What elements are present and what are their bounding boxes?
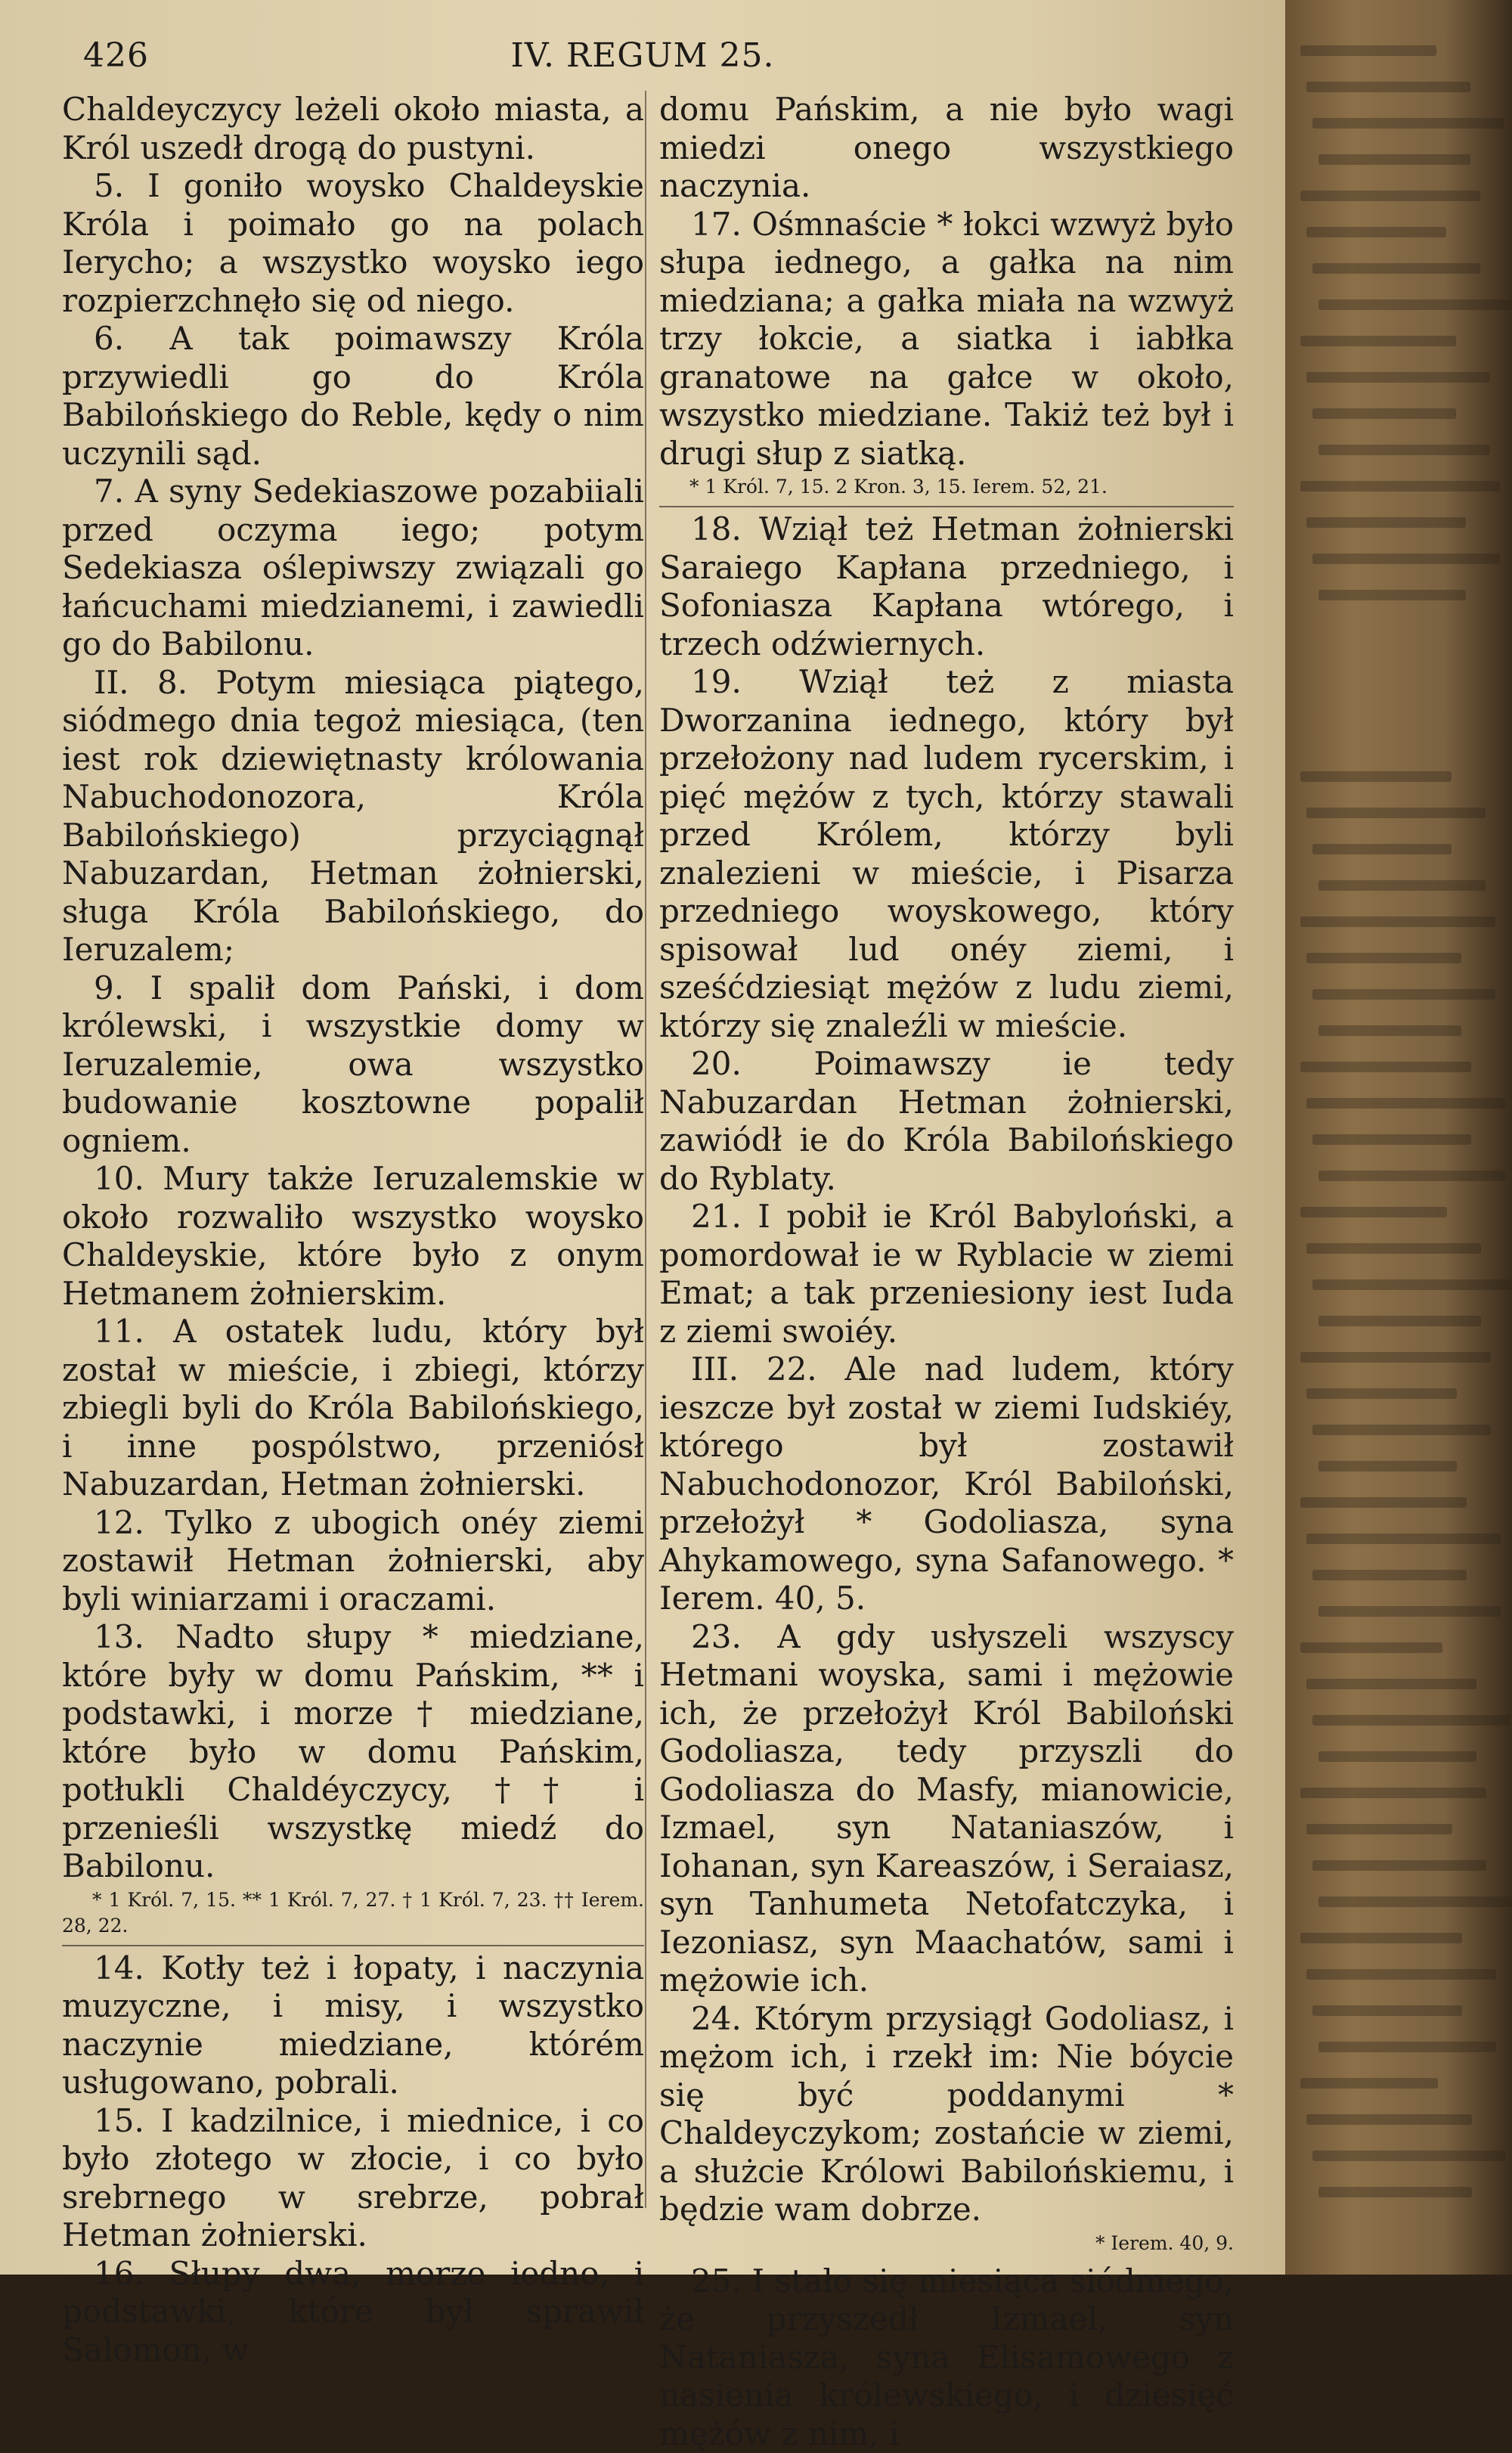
blurred-text-line (1306, 517, 1466, 528)
blurred-text-line (1318, 590, 1466, 600)
footnote-rule (659, 506, 1234, 507)
blurred-text-line (1300, 771, 1452, 782)
verse-continuation: domu Pańskim, a nie było wagi miedzi onego wszystkiego naczynia. (659, 91, 1234, 206)
blurred-text-line (1318, 299, 1512, 310)
blurred-text-line (1312, 1715, 1510, 1726)
adjacent-page-edge (1285, 0, 1512, 2275)
blurred-text-line (1300, 191, 1480, 201)
blurred-text-line (1318, 1171, 1505, 1181)
blurred-text-line (1312, 1425, 1491, 1435)
verse: 14. Kotły też i łopaty, i naczynia muzyczne, i misy, i wszystko naczynie miedziane, którém usługowano, pobrali. (62, 1949, 644, 2102)
blurred-text-line (1300, 481, 1500, 492)
blurred-text-line (1306, 372, 1490, 383)
verse: 11. A ostatek ludu, który był został w mieście, i zbiegi, którzy zbiegli byli do Króla Babilońskiego, i inne pospólstwo, przeniósł Nabuzardan, Hetman żołnierski. (62, 1313, 644, 1504)
verse: 25. I stało się miesiąca siódmego, że przyszedł Izmael, syn Nataniasza, syna Elisamowego z nasienia królewskiego, i dziesięć mężów z nim, i (659, 2262, 1234, 2453)
verse: 16. Słupy dwa, morze iedno, i podstawki, które był sprawił Salomon, w (62, 2255, 644, 2370)
verse: III. 22. Ale nad ludem, który ieszcze był został w ziemi Iudskiéy, którego był zostawił Nabuchodonozor, Król Babiloński, przełożył * Godoliasza, syna Ahykamowego, syna Safanowego. * Ierem. 40, 5. (659, 1351, 1234, 1618)
blurred-text-line (1312, 118, 1504, 129)
verse: 13. Nadto słupy * miedziane, które były w domu Pańskim, ** i podstawki, i morze † miedziane, które było w domu Pańskim, potłukli Chaldéyczycy, †† i przenieśli wszystkę miedź do Babilonu. (62, 1618, 644, 1886)
verse: 20. Poimawszy ie tedy Nabuzardan Hetman żołnierski, zawiódł ie do Króla Babilońskiego do Ryblaty. (659, 1045, 1234, 1198)
blurred-text-line (1300, 1497, 1467, 1508)
blurred-text-line (1312, 844, 1452, 854)
blurred-text-line (1300, 45, 1436, 56)
verse: 12. Tylko z ubogich onéy ziemi zostawił Hetman żołnierski, aby byli winiarzami i oraczami. (62, 1504, 644, 1619)
blurred-text-line (1318, 1025, 1461, 1036)
footnote: * Ierem. 40, 9. (659, 2231, 1234, 2256)
verse: 15. I kadzilnice, i miednice, i co było złotego w złocie, i co było srebrnego w srebrze, pobrał Hetman żołnierski. (62, 2102, 644, 2255)
blurred-text-line (1300, 1352, 1491, 1363)
blurred-text-line (1306, 2114, 1472, 2125)
blurred-text-line (1312, 2151, 1506, 2161)
blurred-text-line (1312, 1134, 1471, 1145)
verse: 18. Wziął też Hetman żołnierski Saraiego Kapłana przedniego, i Sofoniasza Kapłana wtórego, i trzech odźwiernych. (659, 510, 1234, 663)
column-divider (645, 91, 646, 2208)
blurred-text-line (1300, 1788, 1486, 1798)
blurred-text-line (1312, 989, 1495, 1000)
footnote-rule (62, 1945, 644, 1946)
blurred-text-line (1300, 2078, 1438, 2089)
blurred-text-line (1300, 916, 1495, 927)
verse: II. 8. Potym miesiąca piątego, siódmego dnia tegoż miesiąca, (ten iest rok dziewiętnasty królowania Nabuchodonozora, Króla Babilońskiego) przyciągnął Nabuzardan, Hetman żołnierski, sługa Króla Babilońskiego, do Ieruzalem; (62, 664, 644, 969)
blurred-text-line (1312, 1860, 1486, 1871)
blurred-text-line (1306, 1534, 1501, 1544)
blurred-text-line (1306, 808, 1486, 818)
blurred-text-line (1312, 1279, 1512, 1290)
footnote: * 1 Król. 7, 15. 2 Kron. 3, 15. Ierem. 52, 21. (659, 474, 1234, 500)
running-title: IV. REGUM 25. (53, 36, 1232, 75)
blurred-text-line (1306, 1388, 1457, 1399)
blurred-text-line (1306, 1243, 1481, 1254)
verse: 19. Wziął też z miasta Dworzanina iednego, który był przełożony nad ludem rycerskim, i pięć mężów z tych, którzy stawali przed Królem, którzy byli znalezieni w mieście, i Pisarza przedniego woyskowego, który spisował lud onéy ziemi, i sześćdziesiąt mężów z ludu ziemi, którzy się znaleźli w mieście. (659, 663, 1234, 1045)
verse: 24. Którym przysiągł Godoliasz, i mężom ich, i rzekł im: Nie bóycie się być poddanymi * Chaldeyczykom; zostańcie w ziemi, a służcie Królowi Babilońskiemu, i będzie wam dobrze. (659, 2000, 1234, 2229)
blurred-text-line (1306, 1969, 1496, 1980)
blurred-text-line (1318, 1606, 1501, 1617)
blurred-text-line (1300, 1933, 1462, 1943)
blurred-text-line (1312, 554, 1500, 564)
running-head (53, 36, 1232, 89)
blurred-text-line (1318, 2042, 1496, 2052)
blurred-text-line (1300, 1207, 1447, 1217)
verse: 9. I spalił dom Pański, i dom królewski, i wszystkie domy w Ieruzalemie, owa wszystko budowanie kosztowne popalił ogniem. (62, 969, 644, 1161)
blurred-text-line (1318, 880, 1486, 891)
blurred-text-line (1300, 336, 1456, 346)
verse-continuation: Chaldeyczycy leżeli około miasta, a Król uszedł drogą do pustyni. (62, 91, 644, 167)
blurred-text-line (1318, 1316, 1481, 1326)
blurred-text-line (1318, 1461, 1457, 1471)
blurred-text-line (1312, 1570, 1467, 1580)
page-number: 426 (83, 36, 149, 75)
left-column (62, 91, 644, 2369)
verse: 7. A syny Sedekiaszowe pozabiiali przed oczyma iego; potym Sedekiasza oślepiwszy związali go łańcuchami miedzianemi, i zawiedli go do Babilonu. (62, 473, 644, 664)
blurred-text-line (1318, 1896, 1512, 1907)
blurred-text-line (1306, 227, 1446, 237)
blurred-text-line (1312, 263, 1480, 274)
blurred-text-line (1312, 2005, 1462, 2016)
blurred-text-line (1306, 953, 1461, 963)
blurred-text-line (1306, 1098, 1505, 1109)
blurred-text-line (1318, 445, 1490, 455)
blurred-text-line (1300, 1062, 1471, 1072)
blurred-text-line (1306, 1824, 1452, 1834)
blurred-text-line (1318, 2187, 1472, 2197)
verse: 21. I pobił ie Król Babyloński, a pomordował ie w Ryblacie w ziemi Emat; a tak przeniesiony iest Iuda z ziemi swoiéy. (659, 1198, 1234, 1351)
blurred-text-line (1318, 1751, 1476, 1762)
verse: 6. A tak poimawszy Króla przywiedli go do Króla Babilońskiego do Reble, kędy o nim uczynili sąd. (62, 320, 644, 473)
blurred-text-line (1300, 1642, 1442, 1653)
verse: 5. I goniło woysko Chaldeyskie Króla i poimało go na polach Ierycho; a wszystko woysko iego rozpierzchnęło się od niego. (62, 167, 644, 320)
verse: 10. Mury także Ieruzalemskie w około rozwaliło wszystko woysko Chaldeyskie, które było z onym Hetmanem żołnierskim. (62, 1160, 644, 1313)
right-column (659, 91, 1234, 2453)
blurred-text-line (1318, 154, 1470, 165)
blurred-text-line (1312, 408, 1456, 419)
footnote: * 1 Król. 7, 15. ** 1 Król. 7, 27. † 1 Król. 7, 23. †† Ierem. 28, 22. (62, 1887, 644, 1939)
blurred-text-line (1306, 82, 1470, 92)
verse: 23. A gdy usłyszeli wszyscy Hetmani woyska, sami i mężowie ich, że przełożył Król Babiloński Godoliasza, tedy przyszli do Godoliasza do Masfy, mianowicie, Izmael, syn Nataniaszów, i Iohanan, syn Kareaszów, i Seraiasz, syn Tanhumeta Netofatczyka, i Iezoniasz, syn Maachatów, sami i mężowie ich. (659, 1618, 1234, 2000)
verse: 17. Ośmnaście * łokci wzwyż było słupa iednego, a gałka na nim miedziana; a gałka miała na wzwyż trzy łokcie, a siatka i iabłka granatowe na gałce w około, wszystko miedziane. Takiż też był i drugi słup z siatką. (659, 206, 1234, 473)
blurred-text-line (1306, 1679, 1476, 1689)
